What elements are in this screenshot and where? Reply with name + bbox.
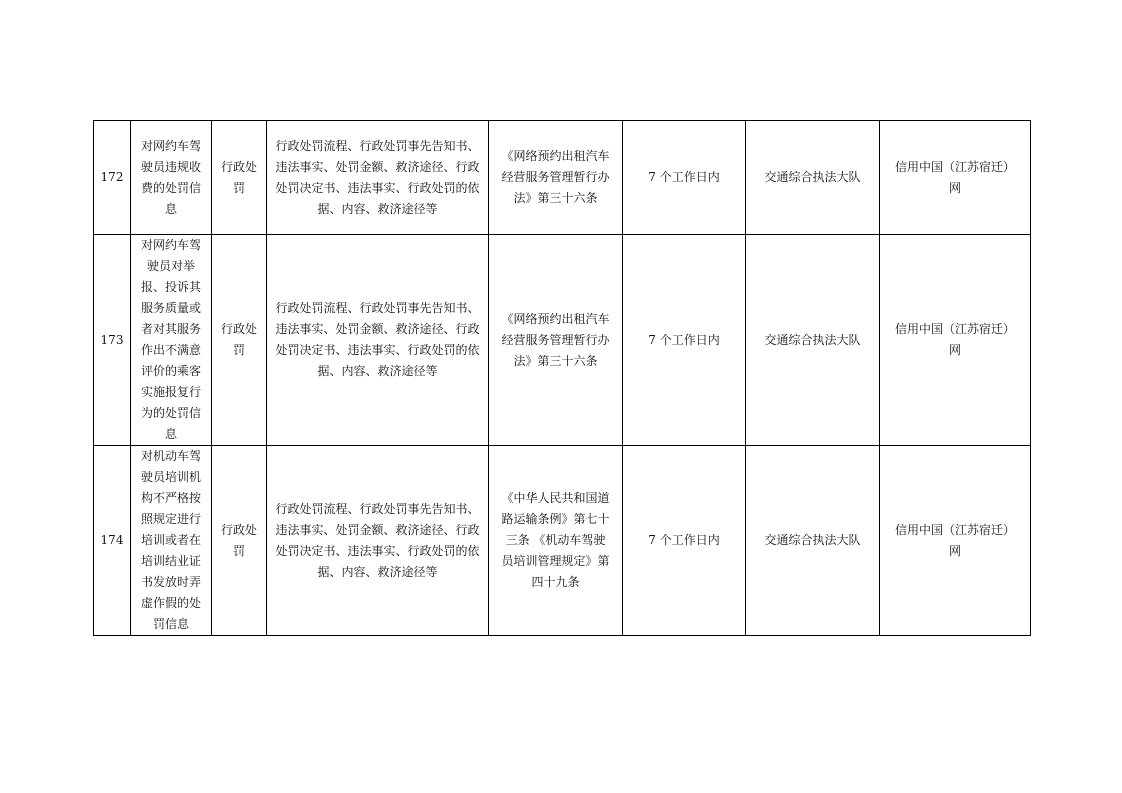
row-number: 174 [94, 446, 131, 636]
item-name: 对机动车驾驶员培训机构不严格按照规定进行培训或者在培训结业证书发放时弄虚作假的处罚信息 [131, 446, 212, 636]
disclosure-deadline: 7 个工作日内 [623, 446, 746, 636]
disclosure-channel: 信用中国（江苏宿迁）网 [880, 446, 1031, 636]
table-row [94, 446, 1031, 636]
legal-basis: 《网络预约出租汽车经营服务管理暂行办法》第三十六条 [489, 121, 623, 235]
disclosure-table [93, 120, 1031, 636]
item-category: 行政处罚 [212, 121, 267, 235]
disclosure-content: 行政处罚流程、行政处罚事先告知书、违法事实、处罚金额、救济途径、行政处罚决定书、违法事实、行政处罚的依据、内容、救济途径等 [267, 446, 489, 636]
legal-basis: 《中华人民共和国道路运输条例》第七十三条 《机动车驾驶员培训管理规定》第四十九条 [489, 446, 623, 636]
disclosure-deadline: 7 个工作日内 [623, 121, 746, 235]
legal-basis: 《网络预约出租汽车经营服务管理暂行办法》第三十六条 [489, 235, 623, 446]
item-category: 行政处罚 [212, 235, 267, 446]
responsible-department: 交通综合执法大队 [746, 446, 880, 636]
disclosure-channel: 信用中国（江苏宿迁）网 [880, 235, 1031, 446]
item-name: 对网约车驾驶员对举报、投诉其服务质量或者对其服务作出不满意评价的乘客实施报复行为的处罚信息 [131, 235, 212, 446]
disclosure-content: 行政处罚流程、行政处罚事先告知书、违法事实、处罚金额、救济途径、行政处罚决定书、违法事实、行政处罚的依据、内容、救济途径等 [267, 121, 489, 235]
row-number: 173 [94, 235, 131, 446]
disclosure-channel: 信用中国（江苏宿迁）网 [880, 121, 1031, 235]
table-row [94, 235, 1031, 446]
disclosure-deadline: 7 个工作日内 [623, 235, 746, 446]
responsible-department: 交通综合执法大队 [746, 235, 880, 446]
item-name: 对网约车驾驶员违规收费的处罚信息 [131, 121, 212, 235]
item-category: 行政处罚 [212, 446, 267, 636]
row-number: 172 [94, 121, 131, 235]
table-row [94, 121, 1031, 235]
responsible-department: 交通综合执法大队 [746, 121, 880, 235]
disclosure-content: 行政处罚流程、行政处罚事先告知书、违法事实、处罚金额、救济途径、行政处罚决定书、违法事实、行政处罚的依据、内容、救济途径等 [267, 235, 489, 446]
